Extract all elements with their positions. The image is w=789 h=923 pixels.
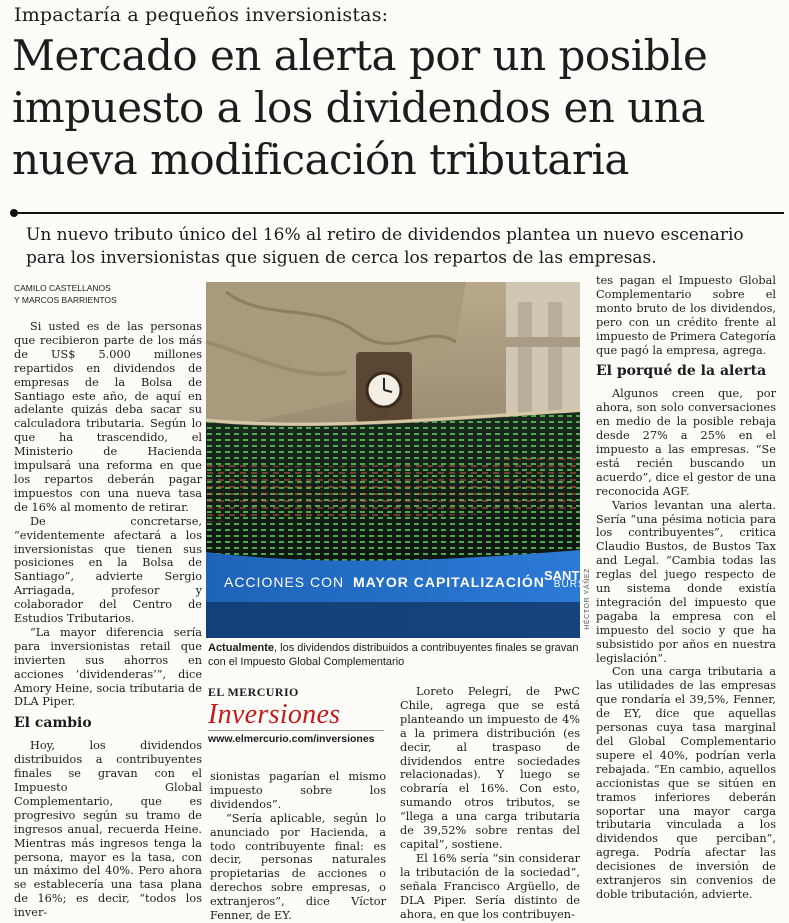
paragraph: tes pagan el Impuesto Global Complementario sobre el monto bruto de los dividendos, pero con un crédito frente al impuesto de Primera Categoría que pagó la empresa, agrega. [596, 274, 776, 357]
paragraph: De concretarse, “evidentemente afectará a los inversionistas que tienen sus posiciones en la Bolsa de Santiago”, advierte Sergio Arriagada, profesor y colaborador del Centro de Estudios Tributarios. [14, 514, 202, 626]
article-kicker: Impactaría a pequeños inversionistas: [14, 4, 389, 26]
column-4 [596, 274, 776, 902]
section-heading-el-cambio: El cambio [14, 715, 92, 732]
paragraph: sionistas pagarían el mismo impuesto sobre los dividendos”. [210, 770, 386, 811]
column-2 [210, 770, 386, 923]
column-3 [400, 685, 580, 921]
board-banner-text-tail: BURSÁTIL [553, 579, 611, 590]
logo-inversiones: Inversiones [208, 699, 341, 730]
section-heading-el-porque: El porqué de la alerta [596, 363, 767, 380]
paragraph: Loreto Pelegrí, de PwC Chile, agrega que se está planteando un impuesto de 4% a la primera distribución (es decir, al traspaso de dividendos entre sociedades relacionadas). Y luego se cobraría el 16%. Con esto, sumando otros tributos, se “llega a una carga tributaria de 39,52% sobre rentas del capital”, sostiene. [400, 685, 580, 851]
paragraph: Si usted es de las personas que recibieron parte de los más de US$ 5.000 millones repartidos en dividendos de empresas de la Bolsa de Santiago este año, de aquí en adelante quizás deba sacar su calculadora tributaria. Según lo que ha trascendido, el Ministerio de Hacienda impulsará una reforma en que los repartos deberán pagar impuestos con una nueva tasa de 16% al momento de retirar. [14, 320, 202, 514]
rule-dot [10, 209, 18, 217]
board-banner-text-regular: ACCIONES CON [224, 574, 345, 590]
paragraph: El 16% sería “sin considerar la tributación de la sociedad”, señala Francisco Argüello, de DLA Piper. Sería distinto de ahora, en que los contribuyen- [400, 851, 580, 921]
el-mercurio-inversiones-logo [208, 685, 386, 760]
paragraph: Hoy, los dividendos distribuidos a contribuyentes finales se gravan con el Impuesto Global Complementario, que es progresivo según su tramo de ingresos anual, recuerda Heine. Mientras más ingresos tenga la persona, mayor es la tasa, con un máximo del 40%. Pero ahora se establecería una tasa plana de 16%; es decir, “todos los inver- [14, 739, 202, 920]
article-subhead: Un nuevo tributo único del 16% al retiro de dividendos plantea un nuevo escenario para los inversionistas que siguen de cerca los repartos de las empresas. [26, 225, 744, 268]
logo-url[interactable]: www.elmercurio.com/inversiones [208, 730, 384, 745]
article-headline: Mercado en alerta por un posible impuesto a los dividendos en una nueva modificación tributaria [12, 31, 708, 184]
board-banner-text-right: SANT [544, 568, 580, 583]
caption-text: , los dividendos distribuidos a contribuyentes finales se gravan con el Impuesto Global Complementario [208, 642, 579, 668]
photo-credit: HÉCTOR YÁÑEZ [584, 568, 591, 630]
caption-lead: Actualmente [208, 642, 275, 654]
headline-rule [18, 212, 784, 214]
column-1 [14, 282, 202, 920]
paragraph: Algunos creen que, por ahora, son solo conversaciones en medio de la posible rebaja desde 27% a 25% en el impuesto a las empresas. “Se está recién buscando un acuerdo”, dice el gestor de una reconocida AGF. [596, 387, 776, 498]
paragraph: “La mayor diferencia sería para inversionistas retail que invierten sus ahorros en acciones ‘dividenderas’”, dice Amory Heine, socia tributaria de DLA Piper. [14, 625, 202, 709]
byline [14, 282, 202, 306]
logo-el-mercurio: EL MERCURIO [208, 685, 299, 699]
paragraph: “Sería aplicable, según lo anunciado por Hacienda, a todo contribuyente final: es decir, personas naturales propietarias de acciones o derechos sobre empresas, o extranjeros”, dice Víctor Fenner, de EY. [210, 811, 386, 923]
byline-author-1: CAMILO CASTELLANOS [14, 283, 111, 293]
paragraph: Con una carga tributaria a las utilidades de las empresas que rondaría el 39,5%, Fenner, de EY, dice que aquellas personas cuya tasa marginal del Global Complementario supere el 40%, podrían verla rebajada. “En cambio, aquellos accionistas que se sitúen en tramos inferiores deberán soportar una mayor carga tributaria vinculada a los dividendos que perciban”, agrega. Podría afectar las decisiones de inversión de extranjeros sin convenios de doble tributación, advierte. [596, 665, 776, 901]
board-banner-text-bold: MAYOR CAPITALIZACIÓN [353, 574, 545, 590]
paragraph: Varios levantan una alerta. Sería “una pésima noticia para los contribuyentes”, critica Claudio Bustos, de Bustos Tax and Legal. “Cambia todas las reglas del juego respecto de un sistema donde existía integración del impuesto que pagaba la empresa con el impuesto del socio y que ha subsistido por años en nuestra legislación”. [596, 498, 776, 665]
byline-author-2: Y MARCOS BARRIENTOS [14, 295, 117, 305]
photo-caption [208, 641, 580, 669]
